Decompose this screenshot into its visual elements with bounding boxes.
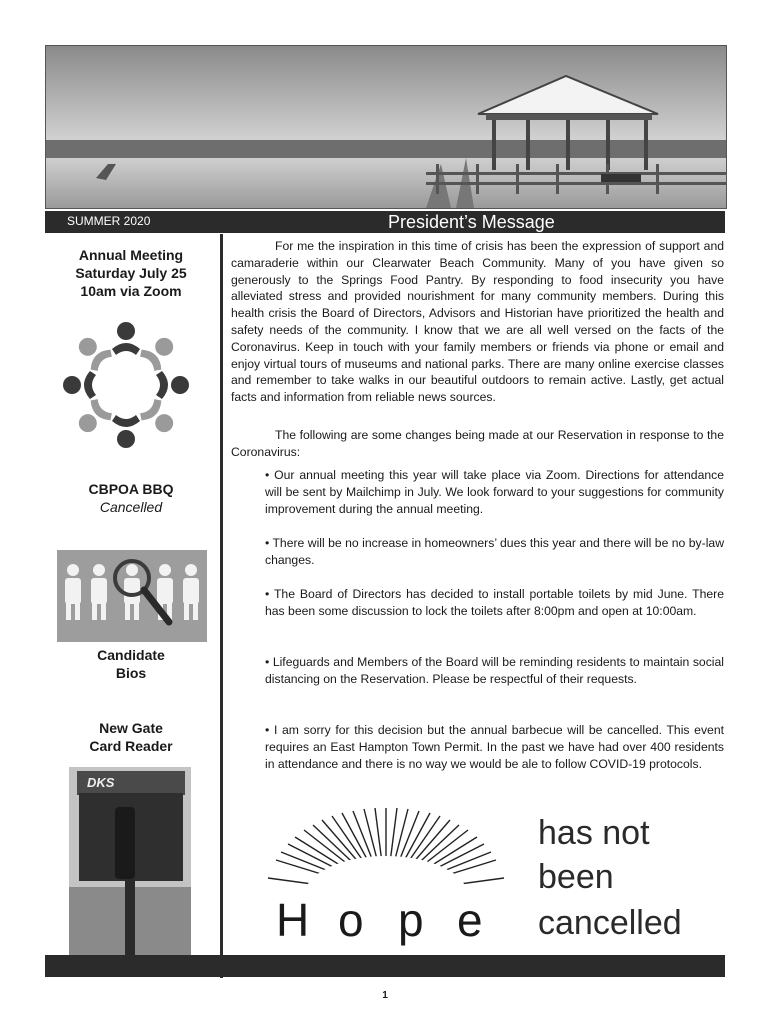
community-circle-icon: [60, 320, 192, 450]
message-paragraph-2: The following are some changes being made at our Reservation in response to the Coronavirus:: [231, 428, 724, 459]
card-reader-line: Card Reader: [89, 738, 173, 754]
hope-letter: H: [276, 894, 310, 946]
annual-meeting-date: Saturday July 25: [75, 265, 187, 281]
footer-bar: [45, 955, 725, 977]
hope-tagline-3: cancelled: [538, 904, 682, 942]
column-divider: [220, 234, 223, 978]
card-reader-brand: DKS: [87, 775, 115, 790]
annual-meeting-time: 10am via Zoom: [80, 283, 182, 299]
candidate-bios-note: [45, 646, 217, 682]
hope-letter: e: [457, 894, 483, 946]
candidate-line: Candidate: [97, 647, 165, 663]
bullet-item: • Our annual meeting this year will take place via Zoom. Directions for attendance will be sent by Mailchimp in July. We look forward to your suggestions for community improvement during the annual meeting.: [265, 468, 724, 516]
bullet-item: • I am sorry for this decision but the annual barbecue will be cancelled. This event requires an East Hampton Town Permit. In the past we have had over 400 residents in attendance and there is no way we would be ale to follow COVID-19 protocols.: [265, 723, 724, 771]
gate-note: [45, 719, 217, 755]
card-reader-photo: [69, 767, 191, 957]
message-paragraph-1: For me the inspiration in this time of crisis has been the expression of support and camaraderie within our Clearwater Beach Community. Many of you have given so generously to the Springs Food Pantry. By responding to food insecurity you have alleviated stress and provided nourishment for many community members. During this health crisis the Board of Directors, Advisors and Historian have prioritized the health and safety needs of the community. I know that we are all well versed on the facts of the Coronavirus. Keep in touch with your family members or friends via phone or email and enjoy virtual tours of museums and national parks. There are many online exercise classes and remember to take walks in our beautiful outdoors to remain active. Lastly, get actual facts and information from reliable news sources.: [231, 239, 724, 405]
bbq-note: [45, 480, 217, 516]
hope-tagline-1: has not: [538, 814, 650, 852]
bbq-title: CBPOA BBQ: [88, 481, 174, 497]
hope-letter: p: [398, 894, 424, 946]
bios-line: Bios: [115, 665, 147, 681]
annual-meeting-note: [45, 246, 217, 300]
sunburst-graphic: [264, 806, 508, 896]
gate-line: New Gate: [99, 720, 163, 736]
bullet-item: • The Board of Directors has decided to install portable toilets by mid June. There has been some discussion to lock the toilets after 8:00pm and open at 10:00am.: [265, 587, 724, 618]
annual-meeting-line: Annual Meeting: [78, 247, 184, 263]
bullet-item: • There will be no increase in homeowners’ dues this year and there will be no by-law changes.: [265, 536, 724, 567]
issue-season: SUMMER 2020: [67, 214, 151, 228]
page-title: President’s Message: [388, 212, 555, 232]
hope-tagline-2: been: [538, 858, 614, 896]
hope-letter: o: [338, 894, 364, 946]
bullet-item: • Lifeguards and Members of the Board will be reminding residents to maintain social distancing on the Reservation. Please be respectful of their requests.: [265, 655, 724, 686]
page-number: 1: [382, 990, 388, 1001]
candidate-search-image: [57, 550, 207, 642]
beach-pavilion-photo: [45, 45, 727, 209]
bbq-status: Cancelled: [99, 499, 163, 515]
